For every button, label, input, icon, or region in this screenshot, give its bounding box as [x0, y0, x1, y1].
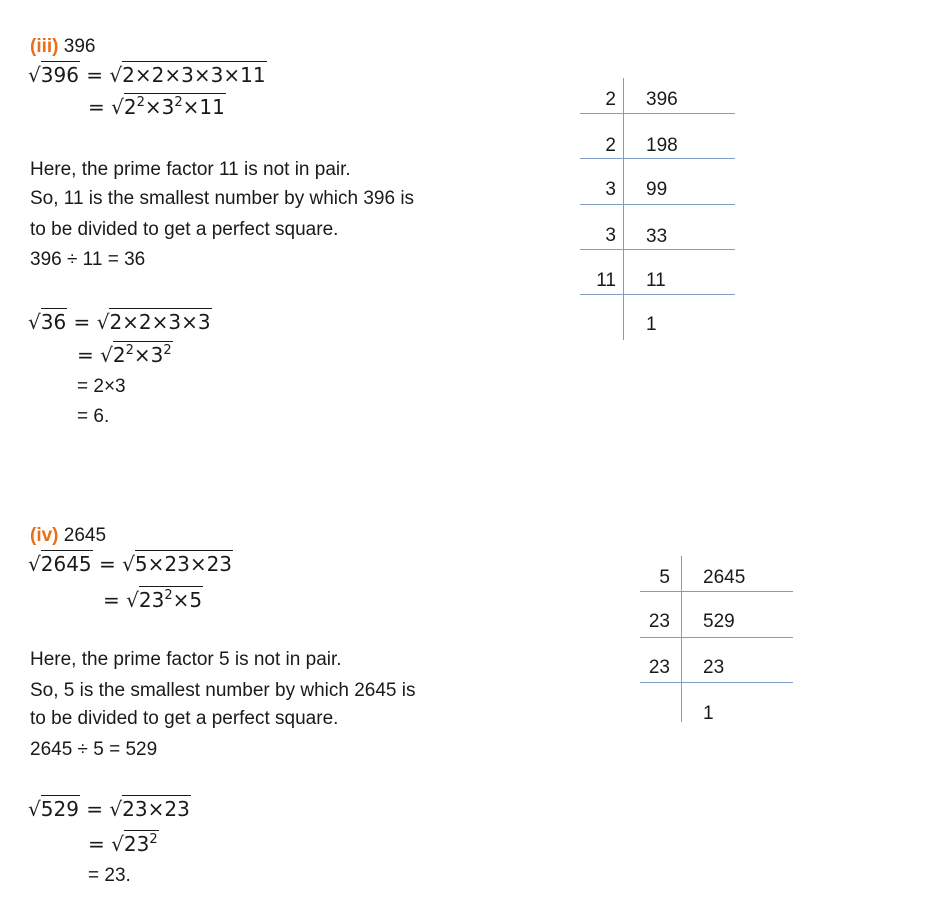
divisor: 23	[648, 611, 670, 632]
part4-para-line-2: So, 5 is the smallest number by which 2645 is	[30, 680, 416, 701]
final-quotient: 1	[703, 703, 714, 724]
division-rule	[580, 249, 735, 250]
part4-sqrt-line-1: √529 = √23×23	[28, 797, 190, 821]
division-vertical-line	[681, 556, 682, 722]
radical: √2×2×3×3	[96, 310, 211, 334]
part3-number: 396	[63, 36, 96, 57]
division-rule	[580, 294, 735, 295]
radical: $√23^2$	[111, 832, 158, 856]
part4-label: (iv)	[30, 525, 59, 546]
dividend: 11	[646, 270, 666, 291]
part4-root-line-2: = $√23^2\times 5$	[103, 588, 203, 612]
dividend: 99	[646, 179, 668, 200]
division-rule	[640, 591, 793, 592]
divisor: 2	[605, 135, 616, 156]
part3-label: (iii)	[30, 36, 59, 57]
part3-para-line-2: So, 11 is the smallest number by which 396 is	[30, 188, 415, 209]
part3-division-result: 396 ÷ 11 = 36	[30, 249, 146, 270]
part4-sqrt-line-2: = $√23^2$	[88, 832, 158, 856]
part3-heading	[30, 35, 95, 59]
part4-para-line-3: to be divided to get a perfect square.	[30, 708, 339, 729]
division-rule	[640, 682, 793, 683]
part3-para-line-3: to be divided to get a perfect square.	[30, 219, 339, 240]
part3-root-line-2: = $√2^2\times 3^2\times 11$	[88, 95, 225, 119]
radical: $√23^2\times 5$	[126, 588, 203, 612]
radical: √529	[28, 797, 79, 821]
divisor: 11	[596, 270, 616, 291]
dividend: 23	[703, 657, 725, 678]
division-rule	[580, 113, 735, 114]
dividend: 2645	[703, 567, 746, 588]
division-rule	[580, 158, 735, 159]
divisor: 2	[605, 89, 616, 110]
part4-sqrt-answer: = 23.	[88, 865, 131, 886]
radical: √2×2×3×3×11	[109, 63, 266, 87]
dividend: 396	[646, 89, 678, 110]
part3-sqrt-line-2: = $√2^2\times 3^2$	[77, 343, 172, 367]
part4-heading	[30, 524, 106, 548]
part4-number: 2645	[63, 525, 107, 546]
part4-para-line-1: Here, the prime factor 5 is not in pair.	[30, 649, 342, 670]
divisor: 23	[648, 657, 670, 678]
part4-division-result: 2645 ÷ 5 = 529	[30, 739, 158, 760]
part3-sqrt-line-1: √36 = √2×2×3×3	[28, 310, 211, 334]
radical: √2645	[28, 552, 92, 576]
division-vertical-line	[623, 78, 624, 340]
radical: √23×23	[109, 797, 190, 821]
final-quotient: 1	[646, 314, 657, 335]
division-rule	[640, 637, 793, 638]
division-rule	[580, 204, 735, 205]
radical: √396	[28, 63, 79, 87]
part3-root-line-1: √396 = √2×2×3×3×11	[28, 63, 266, 87]
part3-para-line-1: Here, the prime factor 11 is not in pair.	[30, 159, 351, 180]
dividend: 198	[646, 135, 678, 156]
dividend: 529	[703, 611, 735, 632]
divisor: 3	[605, 179, 616, 200]
part4-root-line-1: √2645 = √5×23×23	[28, 552, 233, 576]
radical: √36	[28, 310, 67, 334]
radical: √5×23×23	[122, 552, 233, 576]
dividend: 33	[646, 226, 668, 247]
radical: $√2^2\times 3^2$	[100, 343, 172, 367]
divisor: 5	[659, 567, 670, 588]
radical: $√2^2\times 3^2\times 11$	[111, 95, 225, 119]
part3-sqrt-line-3: = 2×3	[77, 376, 126, 397]
part3-sqrt-answer: = 6.	[77, 406, 110, 427]
divisor: 3	[605, 225, 616, 246]
